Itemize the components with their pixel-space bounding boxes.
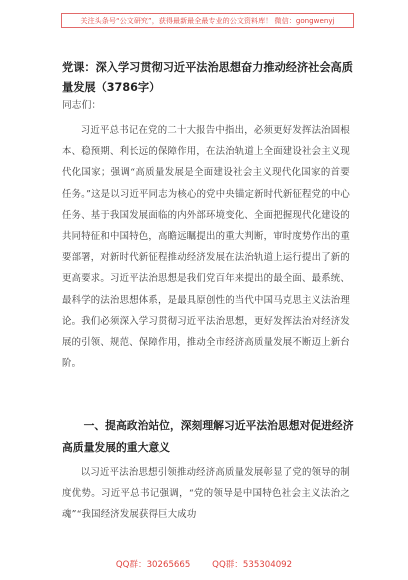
- salutation: 同志们：: [62, 100, 102, 111]
- promo-banner: 关注头条号“公文研究”，获得最新最全最专业的公文资料库！ 微信：gongwenyj: [61, 13, 354, 28]
- footer-contact: QQ群：30265665 QQ群：535304092: [115, 560, 293, 570]
- body-paragraph: 习近平总书记在党的二十大报告中指出，必须更好发挥法治固根本、稳预期、利长远的保障作用，在法治轨道上全面建设社会主义现代化国家；强调“高质量发展是全面建设社会主义现代化国家的首要任务。”这是以习近平同志为核心的党中央锚定新时代新征程党的中心任务、基于我国发展面临的内外部环境变化、全面把握现代化建设的共同特征和中国特色，高瞻远瞩提出的重大判断，审时度势作出的重要部署，对新时代新征程推动经济发展在法治轨道上运行提出了新的更高要求。习近平法治思想是我们党百年来提出的最全面、最系统、最科学的法治思想体系，是最具原创性的当代中国马克思主义法治理论。我们必须深入学习贯彻习近平法治思想，更好发挥法治对经济发展的引领、规范、保障作用，推动全市经济高质量发展不断迈上新台阶。: [62, 125, 350, 370]
- body-paragraph: 以习近平法治思想引领推动经济高质量发展彰显了党的领导的制度优势。习近平总书记强调，“党的领导是中国特色社会主义法治之魂”“我国经济发展获得巨大成功: [62, 467, 350, 521]
- document-title: 党课：深入学习贯彻习近平法治思想奋力推动经济社会高质量发展（3786字）: [62, 61, 353, 94]
- section-heading: 一、提高政治站位，深刻理解习近平法治思想对促进经济高质量发展的重大意义: [62, 419, 354, 454]
